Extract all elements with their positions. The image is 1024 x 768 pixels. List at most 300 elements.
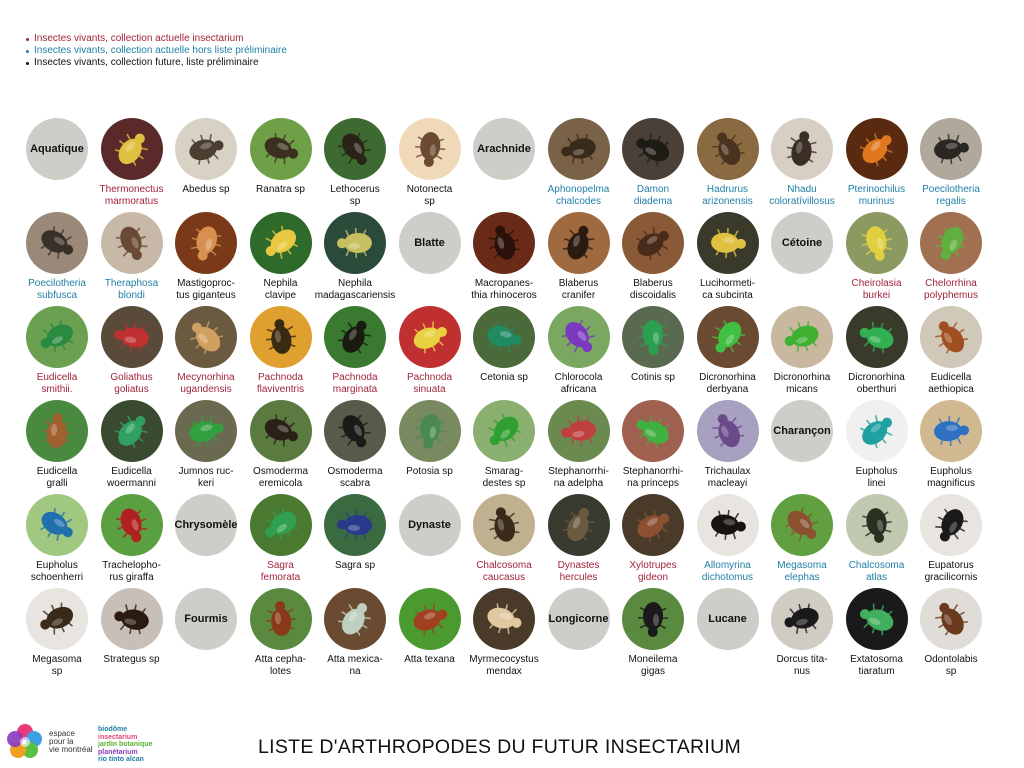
insect-photo-icon — [846, 118, 908, 180]
insect-photo-icon — [250, 588, 312, 650]
species-cell — [314, 210, 396, 301]
species-photo — [697, 118, 759, 180]
insect-photo-icon — [324, 400, 386, 462]
species-cell — [690, 492, 766, 582]
insect-photo-icon — [846, 588, 908, 650]
species-cell — [764, 304, 840, 394]
species-cell — [392, 116, 468, 206]
insect-photo-icon — [473, 212, 535, 274]
species-name: Osmoderma scabra — [327, 466, 383, 489]
species-photo — [26, 400, 88, 462]
species-cell — [541, 304, 617, 394]
species-photo — [101, 118, 163, 180]
species-cell — [168, 398, 244, 488]
species-photo — [548, 306, 610, 368]
species-photo — [697, 306, 759, 368]
species-cell — [243, 304, 319, 394]
species-photo — [175, 212, 237, 274]
species-photo — [622, 306, 684, 368]
species-cell — [913, 586, 989, 676]
insect-photo-icon — [846, 494, 908, 556]
species-photo — [26, 588, 88, 650]
species-cell — [764, 116, 840, 206]
species-cell — [392, 304, 468, 394]
insect-photo-icon — [324, 212, 386, 274]
species-cell — [243, 210, 319, 300]
insect-photo-icon — [26, 588, 88, 650]
legend-text: Insectes vivants, collection actuelle hors liste préliminaire — [34, 45, 287, 56]
species-photo — [324, 118, 386, 180]
species-cell — [19, 492, 95, 582]
insect-photo-icon — [846, 212, 908, 274]
species-name: Dynastes hercules — [557, 560, 600, 583]
species-cell — [19, 398, 95, 488]
species-photo — [548, 212, 610, 274]
species-photo — [846, 306, 908, 368]
insect-photo-icon — [771, 306, 833, 368]
insect-photo-icon — [175, 306, 237, 368]
species-photo — [101, 400, 163, 462]
insect-photo-icon — [101, 494, 163, 556]
species-name: Macropanes- thia rhinoceros — [471, 278, 537, 301]
species-cell — [764, 586, 840, 676]
species-cell — [615, 304, 691, 394]
insect-photo-icon — [324, 118, 386, 180]
species-cell — [615, 586, 691, 676]
species-photo — [622, 212, 684, 274]
legend-item — [26, 57, 287, 69]
insect-photo-icon — [324, 494, 386, 556]
insect-photo-icon — [920, 400, 982, 462]
species-cell — [541, 492, 617, 582]
insect-photo-icon — [697, 306, 759, 368]
category-label: Chrysomèle — [175, 494, 237, 556]
category-label: Dynaste — [399, 494, 461, 556]
insect-photo-icon — [175, 400, 237, 462]
bullet-icon — [26, 38, 29, 41]
species-name: Aphonopelma chalcodes — [547, 184, 610, 207]
species-cell — [466, 304, 542, 394]
insect-photo-icon — [101, 306, 163, 368]
insect-photo-icon — [473, 494, 535, 556]
species-photo — [101, 212, 163, 274]
species-photo — [26, 494, 88, 556]
insect-photo-icon — [175, 212, 237, 274]
species-name: Mastigoproc- tus giganteus — [176, 278, 236, 301]
logo-line: insectarium — [98, 733, 138, 741]
species-cell — [615, 398, 691, 488]
species-cell — [615, 116, 691, 206]
species-name: Smarag- destes sp — [482, 466, 526, 489]
species-name: Blaberus discoidalis — [629, 278, 677, 301]
species-cell — [317, 304, 393, 394]
species-name: Cotinis sp — [631, 372, 675, 383]
species-name: Cheirolasia burkei — [851, 278, 902, 301]
species-name: Eudicella smithii. — [36, 372, 78, 395]
species-photo — [548, 118, 610, 180]
insect-photo-icon — [548, 400, 610, 462]
species-photo — [26, 306, 88, 368]
category-label: Cétoine — [771, 212, 833, 274]
species-photo — [846, 118, 908, 180]
species-name: Chalcosoma atlas — [848, 560, 905, 583]
species-photo — [920, 588, 982, 650]
insect-photo-icon — [399, 306, 461, 368]
species-cell — [839, 492, 915, 582]
species-cell — [466, 398, 542, 488]
species-cell — [839, 210, 915, 300]
species-cell — [913, 398, 989, 488]
species-name: Chelorrhina polyphemus — [924, 278, 978, 301]
species-name: Cetonia sp — [480, 372, 528, 383]
species-cell — [168, 116, 244, 206]
species-name: Osmoderma eremicola — [252, 466, 308, 489]
species-photo — [175, 400, 237, 462]
species-name: Nephila madagascariensis — [314, 278, 396, 301]
insect-photo-icon — [622, 494, 684, 556]
category-label: Charançon — [771, 400, 833, 462]
species-photo — [473, 212, 535, 274]
legend — [26, 33, 287, 69]
species-name: Stephanorrhi- na adelpha — [548, 466, 609, 489]
species-cell — [541, 210, 617, 300]
species-photo — [101, 588, 163, 650]
insect-photo-icon — [771, 588, 833, 650]
species-photo — [324, 212, 386, 274]
species-cell — [94, 492, 170, 582]
insect-photo-icon — [622, 400, 684, 462]
category-cell — [690, 586, 766, 676]
species-photo — [846, 212, 908, 274]
category-cell — [764, 398, 840, 488]
species-cell — [94, 210, 170, 300]
insect-photo-icon — [548, 494, 610, 556]
species-name: Pachnoda sinuata — [406, 372, 453, 395]
insect-photo-icon — [250, 306, 312, 368]
insect-photo-icon — [250, 212, 312, 274]
species-name: Xylotrupes gideon — [629, 560, 677, 583]
insect-photo-icon — [473, 400, 535, 462]
species-name: Megasoma sp — [32, 654, 82, 677]
species-cell — [541, 398, 617, 488]
species-name: Eupatorus gracilicornis — [924, 560, 978, 583]
insect-photo-icon — [250, 494, 312, 556]
logo-line: rio tinto alcan — [98, 756, 144, 763]
species-name: Dicronorhina micans — [773, 372, 831, 395]
insect-photo-icon — [324, 588, 386, 650]
species-photo — [548, 494, 610, 556]
species-name: Allomyrina dichotomus — [701, 560, 754, 583]
species-cell — [764, 492, 840, 582]
species-photo — [250, 494, 312, 556]
species-cell — [913, 210, 989, 300]
species-photo — [622, 588, 684, 650]
category-cell — [764, 210, 840, 300]
species-name: Eupholus schoenherri — [30, 560, 84, 583]
species-cell — [243, 492, 319, 582]
species-cell — [615, 492, 691, 582]
species-photo — [846, 588, 908, 650]
species-photo — [920, 118, 982, 180]
insect-photo-icon — [920, 306, 982, 368]
logo-institutions — [98, 726, 152, 764]
category-cell — [168, 586, 244, 676]
species-cell — [243, 398, 319, 488]
species-name: Pterinochilus murinus — [847, 184, 906, 207]
insect-photo-icon — [697, 400, 759, 462]
species-name: Trachelopho- rus giraffa — [102, 560, 161, 583]
species-name: Strategus sp — [103, 654, 160, 665]
species-photo — [622, 118, 684, 180]
insect-photo-icon — [846, 400, 908, 462]
species-photo — [175, 306, 237, 368]
species-name: Eupholus linei — [855, 466, 898, 489]
species-photo — [399, 306, 461, 368]
species-cell — [839, 304, 915, 394]
insect-photo-icon — [622, 588, 684, 650]
species-name: Atta texana — [404, 654, 455, 665]
legend-item — [26, 45, 287, 57]
species-name: Damon diadema — [633, 184, 673, 207]
category-label: Aquatique — [26, 118, 88, 180]
insect-photo-icon — [399, 588, 461, 650]
species-photo — [175, 118, 237, 180]
species-name: Dicronorhina derbyana — [699, 372, 756, 395]
insect-photo-icon — [920, 588, 982, 650]
insect-photo-icon — [697, 494, 759, 556]
insect-photo-icon — [101, 212, 163, 274]
species-cell — [690, 210, 766, 300]
species-cell — [19, 210, 95, 300]
species-name: Poecilotheria regalis — [922, 184, 980, 207]
species-photo — [771, 494, 833, 556]
insect-photo-icon — [920, 118, 982, 180]
espace-pour-la-vie-logo — [6, 722, 166, 762]
species-cell — [168, 210, 244, 300]
species-name: Thermonectus marmoratus — [99, 184, 164, 207]
species-photo — [399, 400, 461, 462]
species-photo — [250, 588, 312, 650]
insect-photo-icon — [175, 118, 237, 180]
insect-photo-icon — [622, 118, 684, 180]
species-name: Dorcus tita- nus — [776, 654, 828, 677]
species-photo — [250, 306, 312, 368]
species-photo — [324, 494, 386, 556]
species-cell — [19, 586, 95, 676]
species-name: Eudicella woermanni — [107, 466, 156, 489]
species-name: Moneilema gigas — [628, 654, 678, 677]
bullet-icon — [26, 50, 29, 53]
insect-photo-icon — [846, 306, 908, 368]
species-cell — [839, 586, 915, 676]
species-name: Stephanorrhi- na princeps — [622, 466, 684, 489]
species-cell — [615, 210, 691, 300]
species-name: Ranatra sp — [256, 184, 305, 195]
species-photo — [324, 306, 386, 368]
species-cell — [690, 304, 766, 394]
flower-logo-icon — [6, 722, 44, 760]
insect-photo-icon — [622, 306, 684, 368]
species-photo — [697, 494, 759, 556]
species-photo — [101, 494, 163, 556]
species-cell — [839, 116, 915, 206]
category-cell — [466, 116, 542, 206]
species-name: Lucihormeti- ca subcinta — [699, 278, 756, 301]
species-name: Hadrurus arizonensis — [702, 184, 753, 207]
category-cell — [541, 586, 617, 676]
species-cell — [243, 116, 319, 206]
legend-text: Insectes vivants, collection future, liste préliminaire — [34, 57, 259, 68]
category-cell — [168, 492, 244, 582]
species-photo — [920, 306, 982, 368]
species-photo — [846, 400, 908, 462]
species-photo — [771, 588, 833, 650]
insect-photo-icon — [26, 400, 88, 462]
species-name: Dicronorhina oberthuri — [848, 372, 905, 395]
species-photo — [771, 118, 833, 180]
species-name: Goliathus goliatus — [110, 372, 153, 395]
insect-photo-icon — [399, 400, 461, 462]
species-name: Abedus sp — [182, 184, 230, 195]
insect-photo-icon — [26, 494, 88, 556]
species-name: Blaberus cranifer — [558, 278, 599, 301]
species-photo — [250, 212, 312, 274]
species-cell — [317, 492, 393, 582]
insect-photo-icon — [920, 494, 982, 556]
species-photo — [846, 494, 908, 556]
species-cell — [690, 116, 766, 206]
insect-photo-icon — [697, 118, 759, 180]
species-name: Nhadu coloratívillosus — [769, 184, 835, 207]
species-photo — [399, 588, 461, 650]
category-label: Fourmis — [175, 588, 237, 650]
category-label: Blatte — [399, 212, 461, 274]
species-cell — [839, 398, 915, 488]
species-cell — [466, 492, 542, 582]
logo-line: planétarium — [98, 748, 138, 756]
species-photo — [473, 306, 535, 368]
category-cell — [392, 210, 468, 300]
species-name: Megasoma elephas — [777, 560, 827, 583]
species-cell — [392, 586, 468, 676]
species-photo — [920, 494, 982, 556]
species-cell — [317, 116, 393, 206]
species-name: Eupholus magnificus — [927, 466, 975, 489]
insect-photo-icon — [920, 212, 982, 274]
species-name: Pachnoda marginata — [332, 372, 378, 395]
category-label: Arachnide — [473, 118, 535, 180]
species-cell — [392, 398, 468, 488]
insect-photo-icon — [101, 400, 163, 462]
species-name: Atta mexica- na — [327, 654, 383, 677]
species-photo — [622, 400, 684, 462]
category-cell — [19, 116, 95, 206]
species-photo — [473, 494, 535, 556]
species-photo — [473, 588, 535, 650]
legend-text: Insectes vivants, collection actuelle insectarium — [34, 33, 244, 44]
species-name: Chlorocola africana — [554, 372, 603, 395]
species-name: Eudicella aethiopica — [928, 372, 974, 395]
species-cell — [317, 398, 393, 488]
species-photo — [771, 306, 833, 368]
species-photo — [622, 494, 684, 556]
insect-photo-icon — [548, 212, 610, 274]
insect-photo-icon — [324, 306, 386, 368]
species-cell — [94, 398, 170, 488]
species-cell — [317, 586, 393, 676]
species-photo — [250, 400, 312, 462]
species-photo — [250, 118, 312, 180]
species-photo — [26, 212, 88, 274]
species-name: Eudicella gralli — [36, 466, 78, 489]
species-photo — [324, 588, 386, 650]
species-cell — [913, 492, 989, 582]
species-photo — [697, 400, 759, 462]
insect-photo-icon — [548, 118, 610, 180]
category-label: Longicorne — [548, 588, 610, 650]
species-cell — [690, 398, 766, 488]
species-cell — [94, 304, 170, 394]
species-cell — [94, 116, 170, 206]
species-photo — [920, 212, 982, 274]
logo-line: jardin botanique — [98, 741, 153, 748]
species-photo — [920, 400, 982, 462]
legend-item — [26, 33, 287, 45]
insect-photo-icon — [250, 118, 312, 180]
insect-photo-icon — [771, 494, 833, 556]
species-cell — [19, 304, 95, 394]
species-name: Odontolabis sp — [924, 654, 978, 677]
species-name: Theraphosa blondi — [104, 278, 159, 301]
insect-photo-icon — [101, 118, 163, 180]
species-name: Extatosoma tiaratum — [850, 654, 903, 677]
page-title: LISTE D'ARTHROPODES DU FUTUR INSECTARIUM — [258, 736, 742, 758]
species-cell — [466, 586, 542, 676]
species-cell — [541, 116, 617, 206]
category-label: Lucane — [697, 588, 759, 650]
insect-photo-icon — [622, 212, 684, 274]
species-name: Atta cepha- lotes — [254, 654, 307, 677]
species-cell — [168, 304, 244, 394]
insect-photo-icon — [399, 118, 461, 180]
species-name: Sagra femorata — [260, 560, 301, 583]
species-name: Notonecta sp — [406, 184, 453, 207]
insect-photo-icon — [26, 306, 88, 368]
species-photo — [697, 212, 759, 274]
species-cell — [243, 586, 319, 676]
logo-left-text: espace pour la vie montréal — [49, 729, 93, 754]
species-cell — [94, 586, 170, 676]
insect-photo-icon — [250, 400, 312, 462]
species-name: Nephila clavipe — [263, 278, 298, 301]
insect-photo-icon — [697, 212, 759, 274]
insect-photo-icon — [473, 306, 535, 368]
species-name: Potosia sp — [406, 466, 453, 477]
insect-photo-icon — [771, 118, 833, 180]
category-cell — [392, 492, 468, 582]
insect-photo-icon — [473, 588, 535, 650]
bullet-icon — [26, 62, 29, 65]
species-name: Pachnoda flaviventris — [256, 372, 305, 395]
species-name: Mecynorhina ugandensis — [177, 372, 235, 395]
insect-photo-icon — [548, 306, 610, 368]
species-cell — [913, 304, 989, 394]
insect-photo-icon — [101, 588, 163, 650]
species-name: Sagra sp — [334, 560, 376, 571]
species-photo — [101, 306, 163, 368]
species-name: Chalcosoma caucasus — [476, 560, 532, 583]
species-name: Jumnos ruc- keri — [178, 466, 234, 489]
